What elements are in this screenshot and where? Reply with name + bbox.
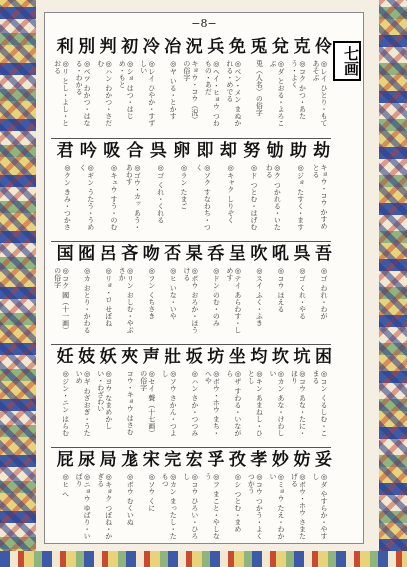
kanji-reading: ◎ジョ たすく・ます [296, 164, 305, 231]
kanji-character: 免 [228, 37, 246, 57]
kanji-entry [51, 448, 73, 543]
kanji-reading: ◎ボウ・ホウ まち・へや [204, 370, 221, 437]
kanji-character: 助 [289, 141, 307, 161]
kanji-reading: ◎テイ あらわす・しめす [225, 267, 242, 334]
decorative-border-right [379, 0, 407, 567]
kanji-reading: ◎リ とし・よし・とおる [53, 60, 70, 127]
kanji-character: 君 [56, 141, 74, 161]
kanji-reading: ◎クン きみ・つかさ [63, 164, 72, 231]
kanji-reading: ◎ヘイ・ヒョウ つわもの・あだ [204, 60, 221, 127]
kanji-character: 声 [142, 347, 160, 367]
kanji-character: 利 [56, 37, 74, 57]
kanji-character: 吼 [271, 244, 289, 264]
kanji-reading: ◎ソウ さかん・つよし [161, 370, 178, 437]
kanji-character: 別 [78, 37, 96, 57]
kanji-character: 宏 [185, 450, 203, 470]
kanji-reading: ◎ベン・メン まぬかれる・めでる [225, 60, 242, 127]
kanji-character: 吻 [142, 244, 160, 264]
kanji-reading: ◎コク 國（十一画）の俗字 [53, 267, 70, 334]
kanji-character: 即 [196, 141, 214, 161]
kanji-character: 兎 [250, 37, 268, 57]
kanji-character: 呈 [228, 244, 246, 264]
kanji-reading: ◎ベツ わかつ・はなる・わかる [75, 60, 92, 127]
kanji-character: 杲 [185, 244, 203, 264]
kanji-character: 否 [164, 244, 182, 264]
kanji-character: 呉 [293, 244, 311, 264]
kanji-reading: コウ・キョウ はさむ [126, 370, 135, 436]
kanji-character: 努 [243, 141, 261, 161]
kanji-reading: ◎キョク つぼね・かぎる [96, 473, 113, 540]
entry-row [51, 138, 331, 234]
kanji-character: 孚 [207, 450, 225, 470]
kanji-character: 吟 [79, 141, 97, 161]
kanji-character: 吾 [314, 244, 332, 264]
kanji-reading: ◎ヒ へ [61, 473, 70, 498]
kanji-character: 孜 [228, 450, 246, 470]
kanji-character: 吝 [121, 244, 139, 264]
kanji-character: 均 [250, 347, 268, 367]
kanji-reading: ◎ダ とおる・よろこぶ [268, 60, 285, 127]
kanji-character: 妥 [314, 450, 332, 470]
kanji-reading: ◎ミョウ たえ・わかい [268, 473, 285, 540]
kanji-character: 坂 [185, 347, 203, 367]
kanji-character: 坎 [271, 347, 289, 367]
kanji-reading: ◎リン おしむ・やぶさか [118, 267, 135, 334]
kanji-reading: ◎コン くるしむ・こまる [312, 370, 328, 437]
kanji-character: 呂 [99, 244, 117, 264]
kanji-character: 尨 [121, 450, 139, 470]
kanji-character: 完 [164, 450, 182, 470]
kanji-reading: ◎レイ ひやか・すずしい [139, 60, 156, 127]
kanji-reading: ◎ソク すなわち・つく [195, 164, 212, 231]
kanji-character: 却 [219, 141, 237, 161]
kanji-character: 判 [99, 37, 117, 57]
kanji-reading: ◎ギ わざおぎ・うたいめ [75, 370, 92, 437]
kanji-character: 坑 [293, 347, 311, 367]
kanji-entry [51, 139, 74, 234]
kanji-character: 夾 [121, 347, 139, 367]
kanji-reading: ◎ゴ くれ・やる [298, 267, 307, 320]
kanji-reading: ◎コク かつ・あたう・よく [290, 60, 307, 120]
kanji-character: 伶 [314, 37, 332, 57]
kanji-character: 坐 [228, 347, 246, 367]
kanji-reading: ◎コウ あな・たに・ほり [290, 370, 307, 437]
kanji-reading: ◎ショ はつ・はじめ・もと [118, 60, 135, 120]
kanji-character: 初 [121, 37, 139, 57]
entry-row [51, 447, 331, 543]
kanji-entry [51, 242, 73, 337]
kanji-character: 囮 [78, 244, 96, 264]
kanji-reading: ◎ハン わかつ・さだむ [96, 60, 113, 127]
kanji-reading: ◎ゴウ・カッ あう・あわす [125, 164, 142, 231]
kanji-reading: ◎ソウ くに [147, 473, 156, 512]
kanji-character: 況 [185, 37, 203, 57]
kanji-character: 吹 [250, 244, 268, 264]
kanji-reading: ◎ニョウ ゆばり・いばり [75, 473, 92, 540]
kanji-character: 局 [99, 450, 117, 470]
page-number: −8− [191, 17, 217, 30]
kanji-reading: ◎ダ やすらか・やすし [312, 473, 328, 540]
kanji-reading: キョウ・コウ（況）の俗字 [182, 60, 199, 123]
kanji-reading: ◎ボウ おろか・ほうける [182, 267, 199, 334]
kanji-reading: ◎ハン さか・つつみ [190, 370, 199, 437]
kanji-reading: ◎スイ ふく・ふき [255, 267, 264, 327]
kanji-reading: ◎ク つかれる・いたわる [265, 164, 282, 231]
kanji-entry [51, 345, 73, 440]
kanji-reading: ◎レイ ひとり・もてあそぶ [312, 60, 328, 127]
kanji-reading: ◎キャク しりぞく [226, 164, 235, 224]
kanji-character: 克 [293, 37, 311, 57]
kanji-reading: ◎ドン のむ・のみ [212, 267, 221, 327]
kanji-reading: ◎フン くちさき [147, 267, 156, 320]
dictionary-page [44, 12, 364, 544]
kanji-character: 劫 [313, 141, 331, 161]
kanji-character: 吸 [103, 141, 121, 161]
kanji-character: 宋 [142, 450, 160, 470]
kanji-character: 兵 [207, 37, 225, 57]
entry-row [51, 241, 331, 337]
kanji-reading: ◎キュウ すう・のむ [110, 164, 119, 231]
kanji-character: 妙 [271, 450, 289, 470]
kanji-character: 卵 [173, 141, 191, 161]
kanji-entry [51, 35, 73, 130]
kanji-character: 妨 [293, 450, 311, 470]
kanji-character: 屁 [56, 450, 74, 470]
kanji-reading: 兎（人名）の俗字 [255, 60, 264, 116]
kanji-reading: ◎コウ ほえる [276, 267, 285, 313]
kanji-reading: ◎カン あな・けわしい [268, 370, 285, 437]
entry-row [51, 344, 331, 440]
entry-row [51, 35, 331, 130]
kanji-reading: ◎ゴ われ・わが [320, 267, 328, 320]
kanji-reading: ◎ボウ・ホウ さまたげる [290, 473, 307, 540]
kanji-reading: ◎ゴ くれ・くれる [156, 164, 165, 224]
kanji-character: 兌 [271, 37, 289, 57]
kanji-reading: ◎ザ すわる・いながら [225, 370, 242, 437]
kanji-reading: キョウ・コウ かすめとる [312, 164, 328, 230]
kanji-reading: ◎シ つとむ・まめ [233, 473, 242, 533]
kanji-reading: ◎ギン うたう・うめく [78, 164, 95, 231]
kanji-reading: ◎リョ・ロ せぼね [104, 267, 113, 327]
kanji-character: 孝 [250, 450, 268, 470]
kanji-reading: ◎カ おとり・かわる [83, 267, 92, 334]
kanji-reading: ◎カン まったし・たもつ [161, 473, 178, 540]
kanji-character: 国 [56, 244, 74, 264]
kanji-character: 劬 [266, 141, 284, 161]
kanji-reading: ◎ド つとむ・はげむ [250, 164, 259, 231]
kanji-character: 妖 [99, 347, 117, 367]
kanji-character: 困 [314, 347, 332, 367]
kanji-character: 坊 [207, 347, 225, 367]
kanji-reading: ◎コウ つかう・よくつかう [247, 473, 264, 540]
kanji-reading: ◎ラン たまご [180, 164, 189, 210]
kanji-reading: ◎キン あまねし・ひとし [247, 370, 264, 437]
kanji-reading: ◎ジン・ニン はらむ [61, 370, 70, 437]
stroke-count-header: 七画 [333, 41, 361, 81]
decorative-border-left [0, 0, 36, 567]
kanji-character: 呑 [207, 244, 225, 264]
kanji-reading: ◎ヨウ なまめかしい・わざわい [96, 370, 113, 430]
kanji-character: 尿 [78, 450, 96, 470]
kanji-character: 妓 [78, 347, 96, 367]
kanji-character: 冷 [142, 37, 160, 57]
decorative-border-bottom [0, 551, 407, 567]
kanji-character: 冶 [164, 37, 182, 57]
kanji-reading: ◎コウ ひろい・ひろし [182, 473, 199, 540]
kanji-reading: ◎ボウ むくいぬ [126, 473, 135, 526]
kanji-character: 合 [126, 141, 144, 161]
kanji-reading: ◎フ まこと・やしなう [204, 473, 221, 540]
kanji-reading: ◎セイ 聲（十七画）の俗字 [139, 370, 156, 437]
kanji-reading: ◎ヤ いる・とかす [169, 60, 178, 120]
kanji-reading: ◎ヒ いな・いや [169, 267, 178, 320]
kanji-character: 壯 [164, 347, 182, 367]
kanji-character: 呉 [149, 141, 167, 161]
kanji-character: 妊 [56, 347, 74, 367]
